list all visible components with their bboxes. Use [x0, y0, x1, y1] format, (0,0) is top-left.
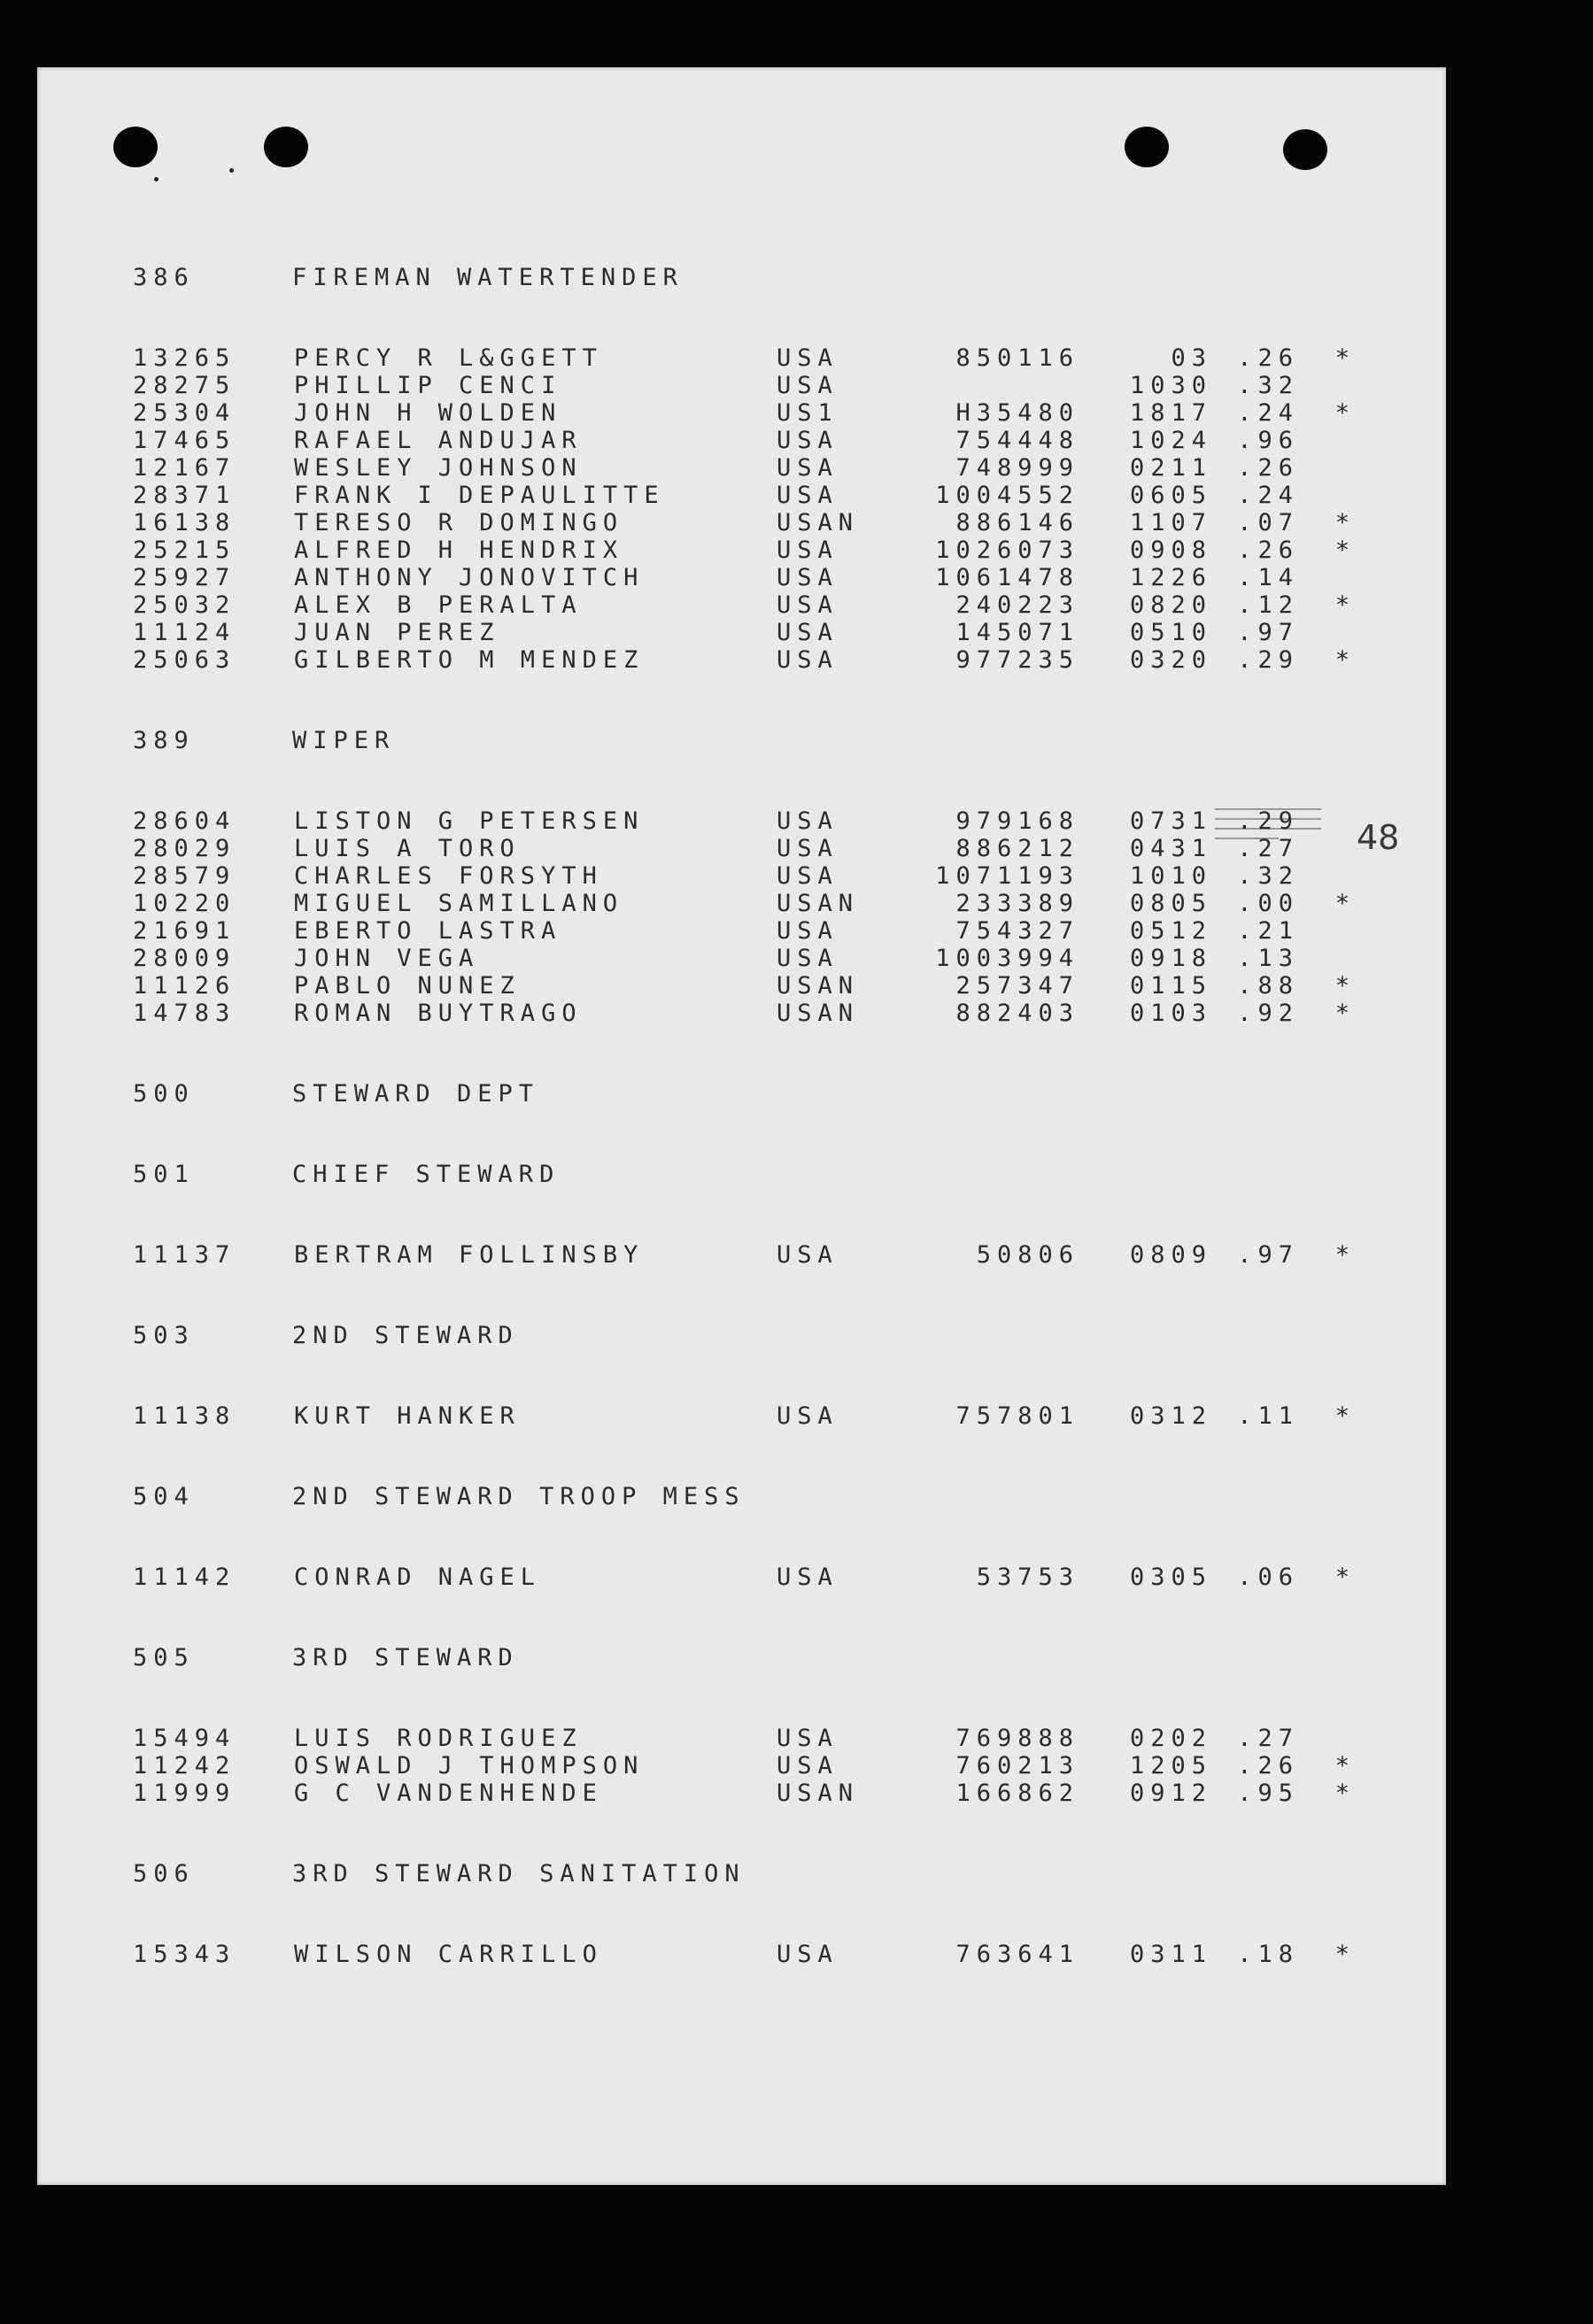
- crew-row: [133, 482, 1426, 509]
- asterisk-mark: *: [1334, 972, 1356, 1000]
- section-header: [133, 1161, 1426, 1188]
- rate: .26: [1237, 344, 1299, 372]
- crew-row: [133, 1725, 1426, 1752]
- crew-row: [133, 564, 1426, 591]
- date-code: 0311: [1129, 1941, 1212, 1968]
- crew-name: OSWALD J THOMPSON: [294, 1752, 645, 1780]
- document-number: 1061478: [935, 564, 1079, 591]
- punch-hole: [113, 127, 158, 167]
- citizenship: USA: [777, 591, 839, 619]
- page-number: 48: [1357, 818, 1400, 857]
- crew-name: PERCY R L&GGETT: [294, 344, 603, 372]
- crew-id: 25927: [133, 564, 236, 591]
- section-code: 386: [133, 264, 195, 291]
- crew-name: PABLO NUNEZ: [294, 972, 521, 1000]
- crew-name: ALFRED H HENDRIX: [294, 537, 624, 564]
- document-number: 1071193: [935, 862, 1079, 890]
- crew-name: JOHN H WOLDEN: [294, 399, 562, 427]
- crew-row: [133, 1941, 1426, 1968]
- document-number: 53753: [976, 1563, 1079, 1591]
- document-number: 882403: [955, 1000, 1079, 1027]
- crew-id: 25304: [133, 399, 236, 427]
- citizenship: USA: [777, 372, 839, 399]
- date-code: 03: [1171, 344, 1212, 372]
- crew-id: 28604: [133, 807, 236, 835]
- rate: .27: [1237, 1725, 1299, 1752]
- crew-id: 28029: [133, 835, 236, 862]
- document-page: [37, 67, 1446, 2185]
- section-header: [133, 1080, 1426, 1108]
- crew-name: G C VANDENHENDE: [294, 1780, 603, 1807]
- date-code: 0809: [1129, 1241, 1212, 1269]
- document-number: 1026073: [935, 537, 1079, 564]
- crew-row: [133, 454, 1426, 482]
- rate: .18: [1237, 1941, 1299, 1968]
- asterisk-mark: [1299, 619, 1356, 646]
- citizenship: USA: [777, 1241, 839, 1269]
- entry-list: [133, 1241, 1426, 1269]
- entry-list: [133, 1941, 1426, 1968]
- date-code: 0908: [1129, 537, 1212, 564]
- rate: .32: [1237, 372, 1299, 399]
- date-code: 0510: [1129, 619, 1212, 646]
- punch-hole: [1283, 129, 1327, 170]
- document-number: 979168: [955, 807, 1079, 835]
- section-title: WIPER: [292, 727, 396, 754]
- citizenship: USA: [777, 1563, 839, 1591]
- citizenship: USAN: [777, 972, 860, 1000]
- section-header: [133, 1483, 1426, 1510]
- date-code: 0820: [1129, 591, 1212, 619]
- document-number: 748999: [955, 454, 1079, 482]
- crew-id: 25032: [133, 591, 236, 619]
- asterisk-mark: *: [1334, 344, 1356, 372]
- rate: .12: [1237, 591, 1299, 619]
- date-code: 1817: [1129, 399, 1212, 427]
- rate: .07: [1237, 509, 1299, 537]
- asterisk-mark: [1299, 862, 1356, 890]
- citizenship: USA: [777, 646, 839, 674]
- date-code: 0912: [1129, 1780, 1212, 1807]
- crew-row: [133, 372, 1426, 399]
- document-number: 769888: [955, 1725, 1079, 1752]
- date-code: 1030: [1129, 372, 1212, 399]
- date-code: 1107: [1129, 509, 1212, 537]
- section-code: 505: [133, 1644, 195, 1672]
- crew-row: [133, 619, 1426, 646]
- date-code: 1226: [1129, 564, 1212, 591]
- document-number: 240223: [955, 591, 1079, 619]
- crew-row: [133, 591, 1426, 619]
- rate: .26: [1237, 537, 1299, 564]
- entry-list: [133, 1563, 1426, 1591]
- citizenship: USA: [777, 862, 839, 890]
- asterisk-mark: *: [1334, 509, 1356, 537]
- document-number: H35480: [955, 399, 1079, 427]
- section-header: [133, 264, 1426, 291]
- date-code: 0202: [1129, 1725, 1212, 1752]
- crew-row: [133, 972, 1426, 1000]
- rate: .24: [1237, 482, 1299, 509]
- crew-row: [133, 890, 1426, 917]
- crew-row: [133, 399, 1426, 427]
- asterisk-mark: [1299, 372, 1356, 399]
- crew-id: 25215: [133, 537, 236, 564]
- crew-id: 17465: [133, 427, 236, 454]
- section-header: [133, 1644, 1426, 1672]
- rate: .27: [1237, 835, 1299, 862]
- date-code: 0211: [1129, 454, 1212, 482]
- citizenship: USA: [777, 344, 839, 372]
- date-code: 1010: [1129, 862, 1212, 890]
- citizenship: USA: [777, 537, 839, 564]
- section-title: FIREMAN WATERTENDER: [292, 264, 684, 291]
- asterisk-mark: *: [1334, 1000, 1356, 1027]
- rate: .29: [1237, 646, 1299, 674]
- crew-name: WESLEY JOHNSON: [294, 454, 583, 482]
- section-title: STEWARD DEPT: [292, 1080, 540, 1108]
- document-number: 257347: [955, 972, 1079, 1000]
- document-number: 886146: [955, 509, 1079, 537]
- crew-name: JUAN PEREZ: [294, 619, 500, 646]
- document-number: 886212: [955, 835, 1079, 862]
- crew-id: 14783: [133, 1000, 236, 1027]
- crew-row: [133, 537, 1426, 564]
- crew-name: CONRAD NAGEL: [294, 1563, 542, 1591]
- asterisk-mark: [1299, 1725, 1356, 1752]
- citizenship: USA: [777, 564, 839, 591]
- document-number: 763641: [955, 1941, 1079, 1968]
- citizenship: US1: [777, 399, 839, 427]
- section-code: 506: [133, 1860, 195, 1888]
- citizenship: USA: [777, 807, 839, 835]
- crew-row: [133, 344, 1426, 372]
- document-number: 1004552: [935, 482, 1079, 509]
- crew-id: 11124: [133, 619, 236, 646]
- rate: .26: [1237, 1752, 1299, 1780]
- document-number: 977235: [955, 646, 1079, 674]
- crew-name: RAFAEL ANDUJAR: [294, 427, 583, 454]
- section-title: 3RD STEWARD SANITATION: [292, 1860, 746, 1888]
- citizenship: USA: [777, 945, 839, 972]
- date-code: 0731: [1129, 807, 1212, 835]
- crew-name: CHARLES FORSYTH: [294, 862, 603, 890]
- rate: .06: [1237, 1563, 1299, 1591]
- crew-id: 11242: [133, 1752, 236, 1780]
- rate: .26: [1237, 454, 1299, 482]
- crew-name: LUIS A TORO: [294, 835, 521, 862]
- date-code: 0312: [1129, 1402, 1212, 1430]
- crew-id: 28009: [133, 945, 236, 972]
- crew-row: [133, 1563, 1426, 1591]
- crew-id: 12167: [133, 454, 236, 482]
- crew-id: 15343: [133, 1941, 236, 1968]
- date-code: 0512: [1129, 917, 1212, 945]
- section-code: 501: [133, 1161, 195, 1188]
- rate: .00: [1237, 890, 1299, 917]
- entry-list: [133, 807, 1426, 1027]
- rate: .95: [1237, 1780, 1299, 1807]
- citizenship: USA: [777, 482, 839, 509]
- crew-row: [133, 1241, 1426, 1269]
- crew-id: 11137: [133, 1241, 236, 1269]
- crew-id: 15494: [133, 1725, 236, 1752]
- document-number: 754327: [955, 917, 1079, 945]
- document-number: 145071: [955, 619, 1079, 646]
- asterisk-mark: *: [1334, 537, 1356, 564]
- rate: .88: [1237, 972, 1299, 1000]
- document-number: 233389: [955, 890, 1079, 917]
- date-code: 0103: [1129, 1000, 1212, 1027]
- crew-name: ANTHONY JONOVITCH: [294, 564, 645, 591]
- section-title: 3RD STEWARD: [292, 1644, 519, 1672]
- crew-row: [133, 945, 1426, 972]
- rate: .13: [1237, 945, 1299, 972]
- asterisk-mark: [1299, 427, 1356, 454]
- asterisk-mark: [1299, 917, 1356, 945]
- crew-name: EBERTO LASTRA: [294, 917, 562, 945]
- rate: .32: [1237, 862, 1299, 890]
- section-header: [133, 1322, 1426, 1349]
- asterisk-mark: [1299, 482, 1356, 509]
- asterisk-mark: *: [1334, 1241, 1356, 1269]
- rate: .14: [1237, 564, 1299, 591]
- document-number: 760213: [955, 1752, 1079, 1780]
- asterisk-mark: *: [1334, 646, 1356, 674]
- document-number: [887, 372, 1079, 399]
- punch-hole: [264, 127, 308, 167]
- rate: .97: [1237, 1241, 1299, 1269]
- asterisk-mark: [1299, 835, 1356, 862]
- crew-name: JOHN VEGA: [294, 945, 480, 972]
- section-code: 500: [133, 1080, 195, 1108]
- crew-id: 11142: [133, 1563, 236, 1591]
- section-code: 389: [133, 727, 195, 754]
- crew-id: 28371: [133, 482, 236, 509]
- crew-id: 13265: [133, 344, 236, 372]
- crew-id: 25063: [133, 646, 236, 674]
- crew-row: [133, 646, 1426, 674]
- asterisk-mark: *: [1334, 1563, 1356, 1591]
- rate: .24: [1237, 399, 1299, 427]
- section-header: [133, 1860, 1426, 1888]
- date-code: 1205: [1129, 1752, 1212, 1780]
- rate: .92: [1237, 1000, 1299, 1027]
- crew-name: GILBERTO M MENDEZ: [294, 646, 645, 674]
- entry-list: [133, 1402, 1426, 1430]
- date-code: 1024: [1129, 427, 1212, 454]
- crew-row: [133, 427, 1426, 454]
- citizenship: USA: [777, 1941, 839, 1968]
- document-number: 754448: [955, 427, 1079, 454]
- citizenship: USA: [777, 454, 839, 482]
- punch-hole: [1125, 127, 1169, 167]
- citizenship: USAN: [777, 1000, 860, 1027]
- citizenship: USA: [777, 427, 839, 454]
- citizenship: USA: [777, 1725, 839, 1752]
- section-title: 2ND STEWARD: [292, 1322, 519, 1349]
- crew-id: 21691: [133, 917, 236, 945]
- asterisk-mark: *: [1334, 1402, 1356, 1430]
- citizenship: USAN: [777, 890, 860, 917]
- asterisk-mark: *: [1334, 1941, 1356, 1968]
- citizenship: USAN: [777, 1780, 860, 1807]
- crew-row: [133, 1402, 1426, 1430]
- asterisk-mark: *: [1334, 399, 1356, 427]
- crew-id: 10220: [133, 890, 236, 917]
- document-number: 166862: [955, 1780, 1079, 1807]
- citizenship: USA: [777, 917, 839, 945]
- crew-id: 16138: [133, 509, 236, 537]
- asterisk-mark: [1299, 945, 1356, 972]
- crew-name: ROMAN BUYTRAGO: [294, 1000, 583, 1027]
- crew-name: ALEX B PERALTA: [294, 591, 583, 619]
- crew-id: 11999: [133, 1780, 236, 1807]
- crew-name: KURT HANKER: [294, 1402, 521, 1430]
- crew-row: [133, 1780, 1426, 1807]
- date-code: 0805: [1129, 890, 1212, 917]
- entry-list: [133, 344, 1426, 674]
- crew-name: LUIS RODRIGUEZ: [294, 1725, 583, 1752]
- crew-id: 28579: [133, 862, 236, 890]
- date-code: 0431: [1129, 835, 1212, 862]
- crew-id: 28275: [133, 372, 236, 399]
- citizenship: USA: [777, 835, 839, 862]
- date-code: 0305: [1129, 1563, 1212, 1591]
- rate: .97: [1237, 619, 1299, 646]
- document-number: 850116: [955, 344, 1079, 372]
- citizenship: USA: [777, 619, 839, 646]
- document-number: 1003994: [935, 945, 1079, 972]
- crew-name: PHILLIP CENCI: [294, 372, 562, 399]
- section-code: 504: [133, 1483, 195, 1510]
- asterisk-mark: *: [1334, 591, 1356, 619]
- entry-list: [133, 1725, 1426, 1807]
- section-title: 2ND STEWARD TROOP MESS: [292, 1483, 746, 1510]
- section-code: 503: [133, 1322, 195, 1349]
- crew-row: [133, 835, 1426, 862]
- asterisk-mark: *: [1334, 1752, 1356, 1780]
- speck: [229, 168, 234, 173]
- rate: .29: [1237, 807, 1299, 835]
- asterisk-mark: *: [1334, 1780, 1356, 1807]
- date-code: 0605: [1129, 482, 1212, 509]
- crew-row: [133, 509, 1426, 537]
- citizenship: USA: [777, 1752, 839, 1780]
- rate: .96: [1237, 427, 1299, 454]
- document-number: 50806: [976, 1241, 1079, 1269]
- crew-row: [133, 917, 1426, 945]
- asterisk-mark: *: [1334, 890, 1356, 917]
- asterisk-mark: [1299, 807, 1356, 835]
- date-code: 0918: [1129, 945, 1212, 972]
- crew-id: 11126: [133, 972, 236, 1000]
- date-code: 0320: [1129, 646, 1212, 674]
- document-number: 757801: [955, 1402, 1079, 1430]
- asterisk-mark: [1299, 454, 1356, 482]
- section-header: [133, 727, 1426, 754]
- asterisk-mark: [1299, 564, 1356, 591]
- crew-row: [133, 1000, 1426, 1027]
- citizenship: USAN: [777, 509, 860, 537]
- speck: [154, 177, 159, 181]
- crew-name: MIGUEL SAMILLANO: [294, 890, 624, 917]
- crew-name: BERTRAM FOLLINSBY: [294, 1241, 645, 1269]
- section-title: CHIEF STEWARD: [292, 1161, 561, 1188]
- crew-row: [133, 1752, 1426, 1780]
- crew-name: TERESO R DOMINGO: [294, 509, 624, 537]
- rate: .11: [1237, 1402, 1299, 1430]
- crew-row: [133, 862, 1426, 890]
- crew-name: LISTON G PETERSEN: [294, 807, 645, 835]
- crew-name: FRANK I DEPAULITTE: [294, 482, 665, 509]
- roster: [133, 264, 1426, 1968]
- crew-id: 11138: [133, 1402, 236, 1430]
- date-code: 0115: [1129, 972, 1212, 1000]
- citizenship: USA: [777, 1402, 839, 1430]
- crew-row: [133, 807, 1426, 835]
- rate: .21: [1237, 917, 1299, 945]
- crew-name: WILSON CARRILLO: [294, 1941, 603, 1968]
